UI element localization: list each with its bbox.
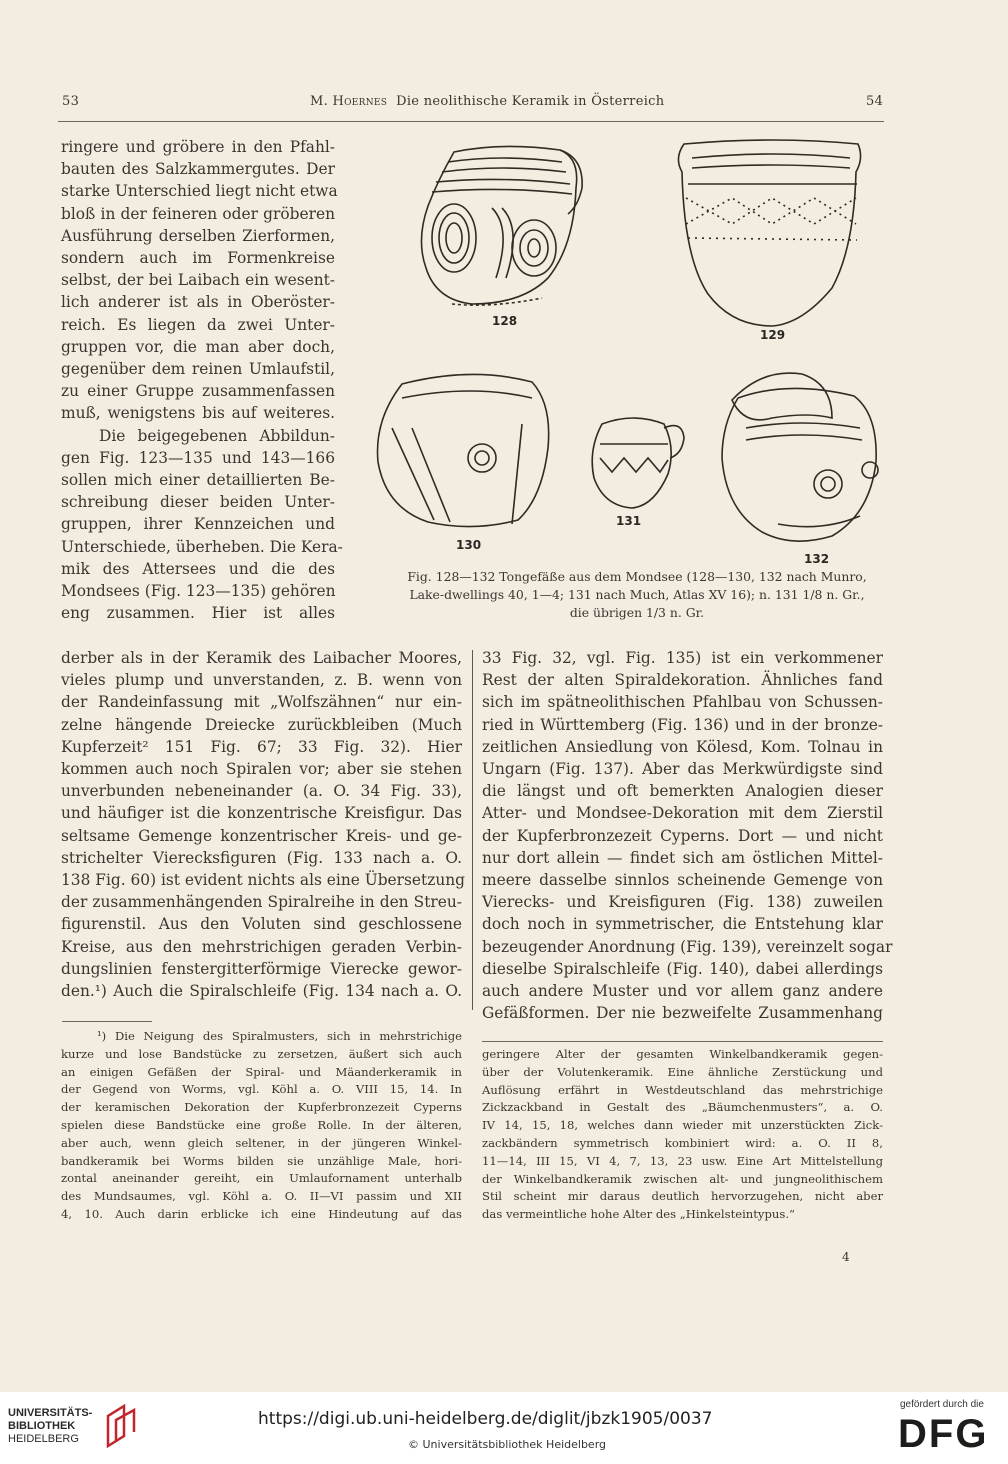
figure-129-drawing [678, 140, 860, 326]
text-line: ringere und gröbere in den Pfahl- [61, 138, 335, 156]
text-line: der Kupferbronzezeit Cyperns. Dort — und nicht [482, 826, 883, 845]
figure-130-drawing [378, 374, 549, 526]
footnote-line: zackbändern symmetrisch kombiniert wird: a. O. II 8, [482, 1135, 883, 1150]
footnote-line: des Mundsaumes, vgl. Köhl a. O. II—VI passim und XII [61, 1189, 462, 1204]
running-head-author: M. Hoernes [310, 94, 388, 109]
footnote-line: Stil scheint mir daraus deutlich hervorzugehen, nicht aber [482, 1189, 883, 1204]
text-line: gen Fig. 123—135 und 143—166 [61, 448, 335, 467]
text-line: seltsame Gemenge konzentrischer Kreis- und ge- [61, 826, 462, 845]
footnote-left [61, 1028, 462, 1224]
text-line: Gefäßformen. Der nie bezweifelte Zusammenhang [482, 1004, 883, 1023]
text-line: selbst, der bei Laibach ein wesent- [61, 271, 335, 290]
text-line: dieselbe Spiralschleife (Fig. 140), dabei allerdings [482, 959, 883, 978]
text-line: Ausführung derselben Zierformen, [61, 226, 335, 245]
text-line: Vierecks- und Kreisfiguren (Fig. 138) zuweilen [482, 893, 883, 912]
funding-note: gefördert durch die [900, 1399, 984, 1410]
dfg-logo: DFG [898, 1412, 989, 1456]
text-line: bauten des Salzkammergutes. Der [61, 160, 335, 179]
text-line: Kreise, aus den mehrstrichigen geraden Verbin- [61, 937, 462, 956]
text-line: sich im spätneolithischen Pfahlbau von Schussen- [482, 693, 883, 712]
text-line: reich. Es liegen da zwei Unter- [61, 315, 335, 334]
figure-caption-line: die übrigen 1/3 n. Gr. [569, 605, 705, 620]
footnote-line: Auflösung erfährt in Westdeutschland das mehrstrichige [482, 1082, 883, 1097]
figure-label-132: 132 [804, 552, 830, 566]
figure-caption [372, 568, 902, 622]
footnote-line: 11—14, III 15, VI 4, 7, 13, 23 usw. Eine Art Mittelstellung [482, 1153, 883, 1168]
text-line: zelne hängende Dreiecke zurückbleiben (Much [61, 715, 462, 734]
text-line: starke Unterschied liegt nicht etwa [61, 182, 338, 201]
text-line: nur dort allein — findet sich am östlichen Mittel- [482, 848, 883, 867]
footer-copyright: © Universitätsbibliothek Heidelberg [408, 1438, 607, 1451]
footnote-line: bandkeramik bei Worms bilden sie unzählige Male, hori- [61, 1153, 462, 1168]
text-line: kommen auch noch Spiralen vor; aber sie stehen [61, 760, 462, 779]
footer-url-link[interactable]: https://digi.ub.uni-heidelberg.de/diglit/jbzk1905/0037 [258, 1409, 713, 1429]
footnote-line: der Gegend von Worms, vgl. Köhl a. O. VIII 15, 14. In [61, 1082, 462, 1097]
text-line: 33 Fig. 32, vgl. Fig. 135) ist ein verkommener [482, 649, 883, 667]
figure-caption-line: Fig. 128—132 Tongefäße aus dem Mondsee (128—130, 132 nach Munro, [407, 569, 867, 584]
text-line: der Randeinfassung mit „Wolfszähnen“ nur ein- [61, 693, 462, 712]
page-number-right: 54 [866, 94, 884, 109]
text-line: den.¹) Auch die Spiralschleife (Fig. 134 nach a. O. [61, 982, 462, 1001]
text-line: Atter- und Mondsee-Dekoration mit dem Zierstil [482, 804, 883, 823]
text-line: lich anderer ist als in Oberöster- [61, 293, 335, 312]
text-line: Kupferzeit² 151 Fig. 67; 33 Fig. 32). Hier [61, 737, 462, 756]
figure-label-128: 128 [492, 314, 518, 328]
footnote-line: der keramischen Dekoration der Kupferbronzezeit Cyperns [61, 1100, 462, 1115]
text-line: die längst und oft bemerkten Analogien dieser [482, 782, 883, 801]
text-line: ried in Württemberg (Fig. 136) und in der bronze- [482, 715, 883, 734]
page-number-left: 53 [62, 94, 80, 109]
footnote-line: Zickzackband in Gestalt des „Bäumchenmusters“, a. O. [482, 1100, 883, 1115]
signature-mark: 4 [842, 1250, 850, 1264]
text-line: meere dasselbe sinnlos scheinende Gemenge von [482, 871, 883, 890]
pottery-figures [362, 128, 894, 573]
text-line: gruppen vor, die man aber doch, [61, 337, 335, 356]
text-line: strichelter Vierecksfiguren (Fig. 133 nach a. O. [61, 848, 462, 867]
text-line: sollen mich einer detaillierten Be- [61, 471, 335, 490]
running-head [310, 94, 664, 109]
text-line: zeitlichen Ansiedlung von Kölesd, Kom. Tolnau in [482, 737, 883, 756]
text-column-left [61, 647, 465, 1002]
footnote-line: 4, 10. Auch darin erblicke ich eine Hindeutung auf das [61, 1206, 462, 1221]
text-line: unverbunden nebeneinander (a. O. 34 Fig. 33), [61, 782, 462, 801]
footer-bar [0, 1392, 1008, 1464]
footnote-line: ¹) Die Neigung des Spiralmusters, sich in mehrstrichige [97, 1029, 462, 1043]
text-line: Ungarn (Fig. 137). Aber das Merkwürdigste sind [482, 760, 883, 779]
text-line: Unterschiede, überheben. Die Kera- [61, 537, 343, 556]
text-line: vieles plump und unverstanden, z. B. wenn von [61, 671, 462, 690]
figure-132-drawing [722, 373, 878, 541]
library-logo-icon [104, 1402, 140, 1448]
library-logo-line: BIBLIOTHEK [8, 1420, 76, 1432]
text-line: Rest der alten Spiraldekoration. Ähnliches fand [482, 671, 883, 690]
figure-128-drawing [421, 146, 582, 305]
figure-label-131: 131 [616, 514, 642, 528]
text-line: doch noch in symmetrischer, die Entstehung klar [482, 915, 883, 934]
text-line: dungslinien fenstergitterförmige Vierecke gewor- [61, 959, 462, 978]
figure-label-129: 129 [760, 328, 786, 342]
text-line: und häufiger ist die konzentrische Kreisfigur. Das [61, 804, 462, 823]
text-line: schreibung dieser beiden Unter- [61, 493, 335, 512]
figure-131-drawing [592, 418, 684, 508]
text-column-right [482, 647, 893, 1024]
text-line: Mondsees (Fig. 123—135) gehören [61, 582, 336, 601]
footnote-line: an einigen Gefäßen der Spiral- und Mäanderkeramik in [61, 1064, 462, 1079]
text-line: muß, wenigstens bis auf weiteres. [61, 404, 335, 423]
text-line: sondern auch im Formenkreise [61, 249, 335, 268]
footnote-rule-right [482, 1041, 883, 1042]
library-logo-line: HEIDELBERG [8, 1433, 79, 1445]
footnote-line: spielen diese Bandstücke eine große Rolle. In der älteren, [61, 1117, 462, 1132]
library-logo-line: UNIVERSITÄTS- [8, 1407, 93, 1419]
library-logo-text [8, 1407, 92, 1446]
footnote-line: über der Volutenkeramik. Eine ähnliche Zerstückung und [482, 1064, 883, 1079]
running-head-title: Die neolithische Keramik in Österreich [396, 94, 665, 109]
footnote-line: kurze und lose Bandstücke zu zersetzen, äußert sich auch [61, 1046, 462, 1061]
footnote-line: geringere Alter der gesamten Winkelbandkeramik gegen- [482, 1047, 883, 1061]
figure-label-130: 130 [456, 538, 482, 552]
text-line: 138 Fig. 60) ist evident nichts als eine Übersetzung [61, 871, 465, 890]
column-divider [472, 650, 473, 1010]
text-line: bloß in der feineren oder gröberen [61, 204, 335, 223]
footnote-rule-left [62, 1021, 152, 1022]
footnote-line: IV 14, 15, 18, welches dann wieder mit unzerstückten Zick- [482, 1118, 883, 1133]
text-line: figurenstil. Aus den Voluten sind geschlossene [61, 915, 462, 934]
text-line: derber als in der Keramik des Laibacher Moores, [61, 649, 462, 667]
text-line: Die beigegebenen Abbildun- [99, 426, 335, 445]
text-line: gruppen, ihrer Kennzeichen und [61, 515, 335, 534]
text-line: bezeugender Anordnung (Fig. 139), vereinzelt sogar [482, 937, 893, 956]
text-line: gegenüber dem reinen Umlaufstil, [61, 360, 335, 379]
text-line: zu einer Gruppe zusammenfassen [61, 382, 335, 401]
text-line: der zusammenhängenden Spiralreihe in den Streu- [61, 893, 462, 912]
text-line: eng zusammen. Hier ist alles [61, 604, 335, 623]
text-line: mik des Attersees und die des [61, 559, 335, 578]
text-line: auch andere Muster und vor allem ganz andere [482, 982, 883, 1001]
figure-caption-line: Lake-dwellings 40, 1—4; 131 nach Much, Atlas XV 16); n. 131 1/8 n. Gr., [409, 587, 865, 602]
footnote-right [482, 1046, 883, 1224]
text-column-narrow [61, 136, 343, 624]
footnote-line: aber auch, wenn gleich seltener, in der jüngeren Winkel- [61, 1135, 462, 1150]
header-rule [58, 121, 884, 122]
footnote-line: das vermeintliche hohe Alter des „Hinkelsteintypus.“ [482, 1207, 795, 1222]
footnote-line: zontal aneinander gereiht, ein Umlaufornament unterhalb [61, 1171, 462, 1186]
footnote-line: der Winkelbandkeramik zwischen alt- und jungneolithischem [482, 1171, 883, 1186]
